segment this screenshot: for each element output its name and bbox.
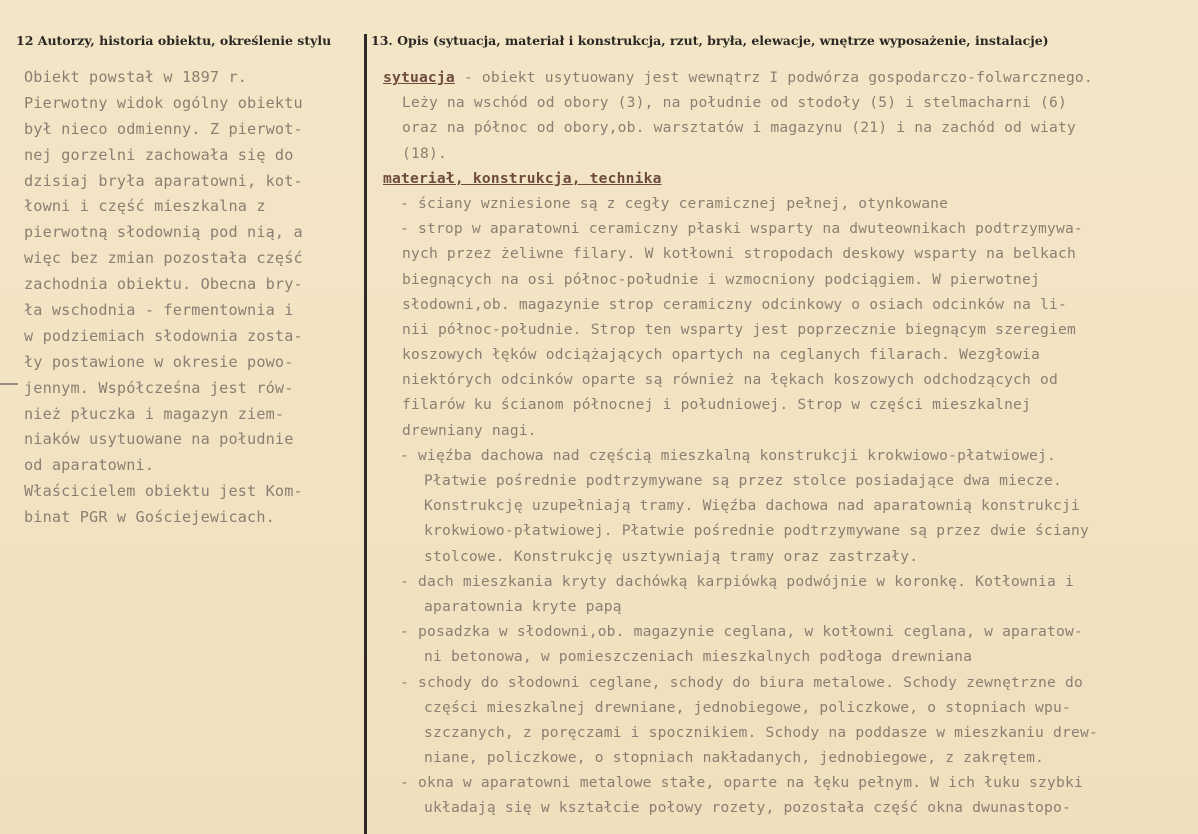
body-line: łowni i część mieszkalna z — [24, 197, 266, 216]
material-heading-line — [383, 166, 1183, 191]
body-line: dzisiaj bryła aparatowni, kot- — [24, 171, 303, 190]
sytuacja-line: oraz na północ od obory,ob. warsztatów i magazynu (21) i na zachód od wiaty — [402, 119, 1076, 137]
body-line: ły postawione w okresie powo- — [24, 352, 294, 371]
list-item: - posadzka w słodowni,ob. magazynie ceglana, w kotłowni ceglana, w aparatow- — [400, 623, 1083, 641]
list-item: - schody do słodowni ceglane, schody do biura metalowe. Schody zewnętrzne do — [400, 673, 1083, 691]
sytuacja-line: Leży na wschód od obory (3), na południe od stodoły (5) i stelmacharni (6) — [402, 94, 1067, 112]
list-item-continuation: niektórych odcinków oparte są również na łękach koszowych odchodzących od — [402, 371, 1058, 389]
list-item-continuation: aparatownia kryte papą — [424, 597, 622, 615]
list-item-continuation: słodowni,ob. magazynie strop ceramiczny odcinkowy o osiach odcinków na li- — [402, 295, 1067, 313]
section-13-header: 13. Opis (sytuacja, materiał i konstrukcja, rzut, bryła, elewacje, wnętrze wyposażenie, instalacje) — [371, 33, 1049, 48]
list-item-continuation: szczanych, z poręczami i spocznikiem. Schody na poddasze w mieszkaniu drew- — [424, 723, 1098, 741]
list-item-continuation: Płatwie pośrednie podtrzymywane są przez stolce posiadające dwa miecze. — [424, 472, 1063, 489]
sytuacja-continuation — [383, 90, 1183, 166]
sytuacja-first-line — [383, 65, 1183, 90]
body-line: nież płuczka i magazyn ziem- — [24, 404, 285, 423]
list-item: - więźba dachowa nad częścią mieszkalną konstrukcji krokwiowo-płatwiowej. — [400, 446, 1056, 464]
material-list — [383, 191, 1183, 821]
list-item-continuation: drewniany nagi. — [402, 421, 537, 439]
body-line: Właścicielem obiektu jest Kom- — [24, 482, 303, 501]
body-line: Obiekt powstał w 1897 r. — [24, 68, 248, 86]
list-item-continuation: filarów ku ścianom północnej i południowej. Strop w części mieszkalnej — [402, 396, 1032, 414]
list-item: - ściany wzniesione są z cegły ceramicznej pełnej, otynkowane — [400, 194, 949, 212]
body-line: był nieco odmienny. Z pierwot- — [24, 119, 303, 138]
list-item: - dach mieszkania kryty dachówką karpiówką podwójnie w koronkę. Kotłownia i — [400, 572, 1074, 590]
body-line: ła wschodnia - fermentownia i — [24, 301, 294, 320]
list-item-continuation: krokwiowo-płatwiowej. Płatwie pośrednie podtrzymywane są przez dwie ściany — [424, 522, 1089, 540]
body-line: zachodnia obiektu. Obecna bry- — [24, 275, 303, 294]
list-item-continuation: nych przez żeliwne filary. W kotłowni stropodach deskowy wsparty na belkach — [402, 245, 1076, 263]
margin-mark — [0, 383, 18, 385]
list-item-continuation: części mieszkalnej drewniane, jednobiegowe, policzkowe, o stopniach wpu- — [424, 698, 1072, 716]
list-item-continuation: biegnących na osi północ-południe i wzmocniony podciągiem. W pierwotnej — [402, 270, 1041, 288]
body-line: więc bez zmian pozostała część — [24, 249, 303, 268]
list-item-continuation: stolcowe. Konstrukcję usztywniają tramy oraz zastrzały. — [424, 547, 919, 565]
body-line: w podziemiach słodownia zosta- — [24, 326, 303, 345]
sytuacja-heading: sytuacja — [383, 69, 455, 86]
list-item: - okna w aparatowni metalowe stałe, oparte na łęku pełnym. W ich łuku szybki — [400, 774, 1083, 792]
list-item-continuation: niane, policzkowe, o stopniach nakładanych, jednobiegowe, z zakrętem. — [424, 749, 1045, 767]
section-12-header: 12 Autorzy, historia obiektu, określenie stylu — [16, 33, 332, 48]
sytuacja-line: (18). — [402, 144, 447, 162]
material-heading: materiał, konstrukcja, technika — [383, 169, 662, 187]
list-item-continuation: nii północ-południe. Strop ten wsparty jest poprzecznie biegnącym szeregiem — [402, 320, 1076, 338]
section-12-body — [24, 65, 354, 531]
list-item-continuation: ni betonowa, w pomieszczeniach mieszkalnych podłoga drewniana — [424, 648, 973, 666]
column-divider — [364, 34, 367, 834]
body-line: od aparatowni. — [24, 456, 155, 475]
body-line: pierwotną słodownią pod nią, a — [24, 223, 303, 242]
list-item-continuation: koszowych łęków odciążających opartych na ceglanych filarach. Wezgłowia — [402, 346, 1041, 364]
body-line: Pierwotny widok ogólny obiektu — [24, 93, 303, 112]
body-line: niaków usytuowane na południe — [24, 430, 294, 449]
body-line: jennym. Współcześna jest rów- — [24, 378, 294, 397]
section-13-body — [383, 65, 1183, 821]
sytuacja-text: - obiekt usytuowany jest wewnątrz I podwórza gospodarczo-folwarcznego. — [454, 69, 1093, 86]
list-item-continuation: układają się w kształcie połowy rozety, pozostała część okna dwunastopo- — [424, 799, 1072, 817]
list-item-continuation: Konstrukcję uzupełniają tramy. Więźba dachowa nad aparatownią konstrukcji — [424, 497, 1080, 515]
body-line: binat PGR w Gościejewicach. — [24, 508, 275, 527]
list-item: - strop w aparatowni ceramiczny płaski wsparty na dwuteownikach podtrzymywa- — [400, 220, 1083, 238]
body-line: nej gorzelni zachowała się do — [24, 145, 294, 164]
